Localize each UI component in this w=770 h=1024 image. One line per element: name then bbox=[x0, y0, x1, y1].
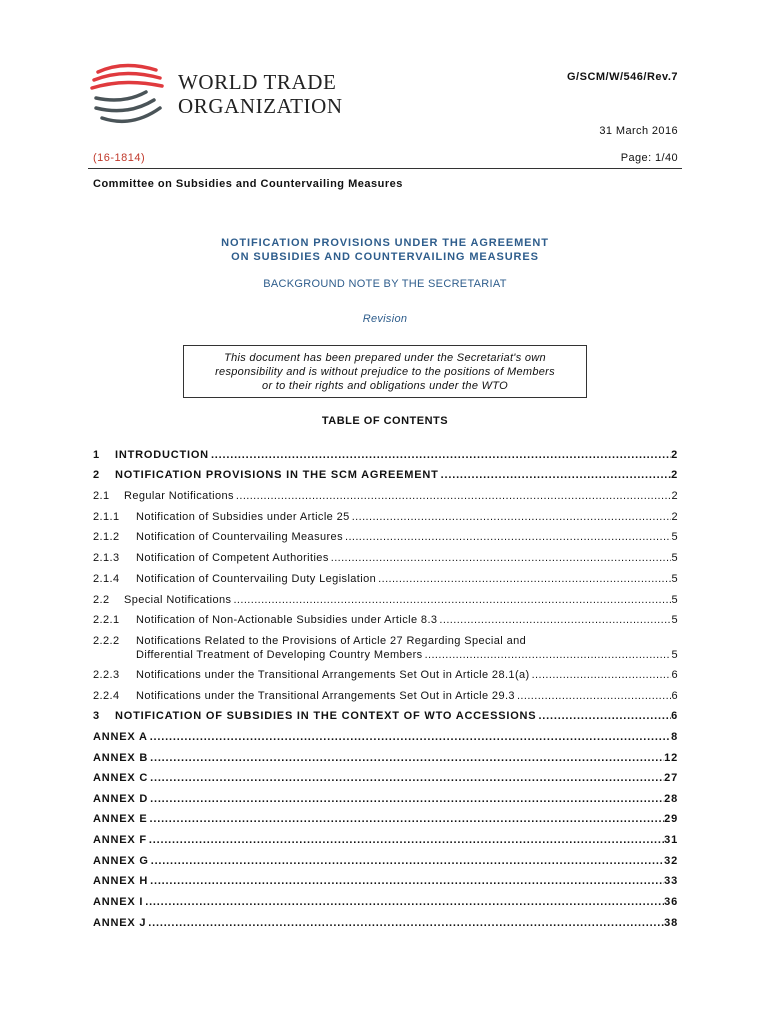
toc-page: 28 bbox=[664, 793, 678, 805]
toc-entry[interactable] bbox=[93, 751, 678, 765]
document-date: 31 March 2016 bbox=[599, 125, 678, 137]
page-number: Page: 1/40 bbox=[620, 152, 678, 164]
toc-page: 5 bbox=[671, 573, 678, 585]
toc-label: ANNEX D bbox=[93, 793, 149, 805]
toc-number: 3 bbox=[93, 710, 100, 722]
toc-page: 38 bbox=[664, 917, 678, 929]
toc-page: 6 bbox=[671, 690, 678, 702]
disclaimer-line1: This document has been prepared under the Secretariat's own bbox=[224, 352, 546, 364]
toc-label: Differential Treatment of Developing Country Members bbox=[136, 649, 423, 661]
toc-label: ANNEX H bbox=[93, 875, 149, 887]
document-title bbox=[93, 236, 677, 264]
toc-entry[interactable] bbox=[93, 709, 678, 723]
toc-label: Notification of Countervailing Measures bbox=[136, 531, 343, 543]
toc-label: NOTIFICATION PROVISIONS IN THE SCM AGREEMENT bbox=[115, 469, 439, 481]
revision-label: Revision bbox=[362, 313, 408, 325]
toc-page: 5 bbox=[671, 649, 678, 661]
toc-entry[interactable] bbox=[93, 668, 678, 682]
toc-entry[interactable] bbox=[93, 489, 678, 503]
toc-page: 6 bbox=[671, 710, 678, 722]
toc-label: ANNEX F bbox=[93, 834, 147, 846]
toc-entry[interactable] bbox=[93, 613, 678, 627]
toc-entry[interactable] bbox=[93, 854, 678, 868]
toc-label: ANNEX B bbox=[93, 752, 149, 764]
org-name-line1: WORLD TRADE bbox=[178, 70, 337, 94]
toc-number: 2 bbox=[93, 469, 100, 481]
toc-number: 2.1.1 bbox=[93, 511, 120, 523]
toc-label: Regular Notifications bbox=[124, 490, 234, 502]
toc-label: ANNEX E bbox=[93, 813, 148, 825]
toc-page: 5 bbox=[671, 614, 678, 626]
org-name-line2: ORGANIZATION bbox=[178, 94, 343, 118]
toc-page: 5 bbox=[671, 552, 678, 564]
toc-entry[interactable] bbox=[93, 551, 678, 565]
toc-number: 2.1 bbox=[93, 490, 110, 502]
title-line1: NOTIFICATION PROVISIONS UNDER THE AGREEMENT bbox=[221, 237, 549, 249]
toc-page: 32 bbox=[664, 855, 678, 867]
toc-page: 33 bbox=[664, 875, 678, 887]
toc-entry[interactable] bbox=[93, 874, 678, 888]
title-line2: ON SUBSIDIES AND COUNTERVAILING MEASURES bbox=[231, 251, 539, 263]
toc-page: 36 bbox=[664, 896, 678, 908]
disclaimer-line3: or to their rights and obligations under the WTO bbox=[262, 380, 508, 392]
document-symbol: G/SCM/W/546/Rev.7 bbox=[567, 71, 678, 83]
toc-label: Notifications under the Transitional Arrangements Set Out in Article 28.1(a) bbox=[136, 669, 530, 681]
disclaimer-line2: responsibility and is without prejudice to the positions of Members bbox=[215, 366, 555, 378]
toc-number: 2.2.2 bbox=[93, 635, 120, 647]
wto-logo-icon bbox=[84, 58, 174, 130]
toc-page: 2 bbox=[671, 469, 678, 481]
toc-entry[interactable] bbox=[93, 792, 678, 806]
toc-label-line1: Notifications Related to the Provisions of Article 27 Regarding Special and bbox=[136, 635, 527, 647]
toc-page: 2 bbox=[671, 511, 678, 523]
toc-page: 5 bbox=[671, 531, 678, 543]
header-divider bbox=[88, 168, 682, 169]
toc-label: ANNEX J bbox=[93, 917, 147, 929]
toc-entry[interactable] bbox=[93, 895, 678, 909]
disclaimer-box bbox=[183, 345, 587, 398]
toc-number: 2.1.4 bbox=[93, 573, 120, 585]
toc-entry[interactable] bbox=[93, 689, 678, 703]
toc-number: 2.2.4 bbox=[93, 690, 120, 702]
toc-label: Notification of Competent Authorities bbox=[136, 552, 329, 564]
toc-entry[interactable] bbox=[93, 833, 678, 847]
toc-entry[interactable] bbox=[93, 593, 678, 607]
toc-number: 2.2.3 bbox=[93, 669, 120, 681]
toc-label: Notification of Non-Actionable Subsidies under Article 8.3 bbox=[136, 614, 438, 626]
document-reference: (16-1814) bbox=[93, 152, 146, 164]
toc-page: 12 bbox=[664, 752, 678, 764]
toc-entry[interactable] bbox=[93, 468, 678, 482]
toc-entry[interactable] bbox=[93, 530, 678, 544]
toc-heading: TABLE OF CONTENTS bbox=[321, 415, 449, 427]
toc-label: ANNEX A bbox=[93, 731, 148, 743]
toc-entry[interactable] bbox=[93, 634, 678, 662]
toc-entry[interactable] bbox=[93, 812, 678, 826]
toc-number: 2.2 bbox=[93, 594, 110, 606]
toc-entry[interactable] bbox=[93, 572, 678, 586]
toc-page: 8 bbox=[671, 731, 678, 743]
toc-entry[interactable] bbox=[93, 771, 678, 785]
toc-label: INTRODUCTION bbox=[115, 449, 209, 461]
toc-page: 2 bbox=[671, 449, 678, 461]
org-name bbox=[178, 70, 343, 118]
toc-label: Notification of Subsidies under Article 25 bbox=[136, 511, 350, 523]
toc-page: 27 bbox=[664, 772, 678, 784]
toc-entry[interactable] bbox=[93, 448, 678, 462]
toc-label: Special Notifications bbox=[124, 594, 232, 606]
toc-entry[interactable] bbox=[93, 916, 678, 930]
toc-number: 1 bbox=[93, 449, 100, 461]
toc-page: 5 bbox=[671, 594, 678, 606]
toc-label: Notifications under the Transitional Arrangements Set Out in Article 29.3 bbox=[136, 690, 515, 702]
toc-entry[interactable] bbox=[93, 510, 678, 524]
toc-page: 2 bbox=[671, 490, 678, 502]
toc-label: ANNEX C bbox=[93, 772, 149, 784]
committee-name: Committee on Subsidies and Countervailing Measures bbox=[93, 178, 403, 190]
toc-label: Notification of Countervailing Duty Legislation bbox=[136, 573, 377, 585]
toc-page: 29 bbox=[664, 813, 678, 825]
toc-label: ANNEX I bbox=[93, 896, 144, 908]
toc-label: ANNEX G bbox=[93, 855, 149, 867]
toc-entry[interactable] bbox=[93, 730, 678, 744]
toc-number: 2.1.2 bbox=[93, 531, 120, 543]
toc-label: NOTIFICATION OF SUBSIDIES IN THE CONTEXT OF WTO ACCESSIONS bbox=[115, 710, 537, 722]
toc-page: 6 bbox=[671, 669, 678, 681]
toc-page: 31 bbox=[664, 834, 678, 846]
toc-number: 2.1.3 bbox=[93, 552, 120, 564]
toc-number: 2.2.1 bbox=[93, 614, 120, 626]
document-subtitle: BACKGROUND NOTE BY THE SECRETARIAT bbox=[263, 278, 507, 290]
